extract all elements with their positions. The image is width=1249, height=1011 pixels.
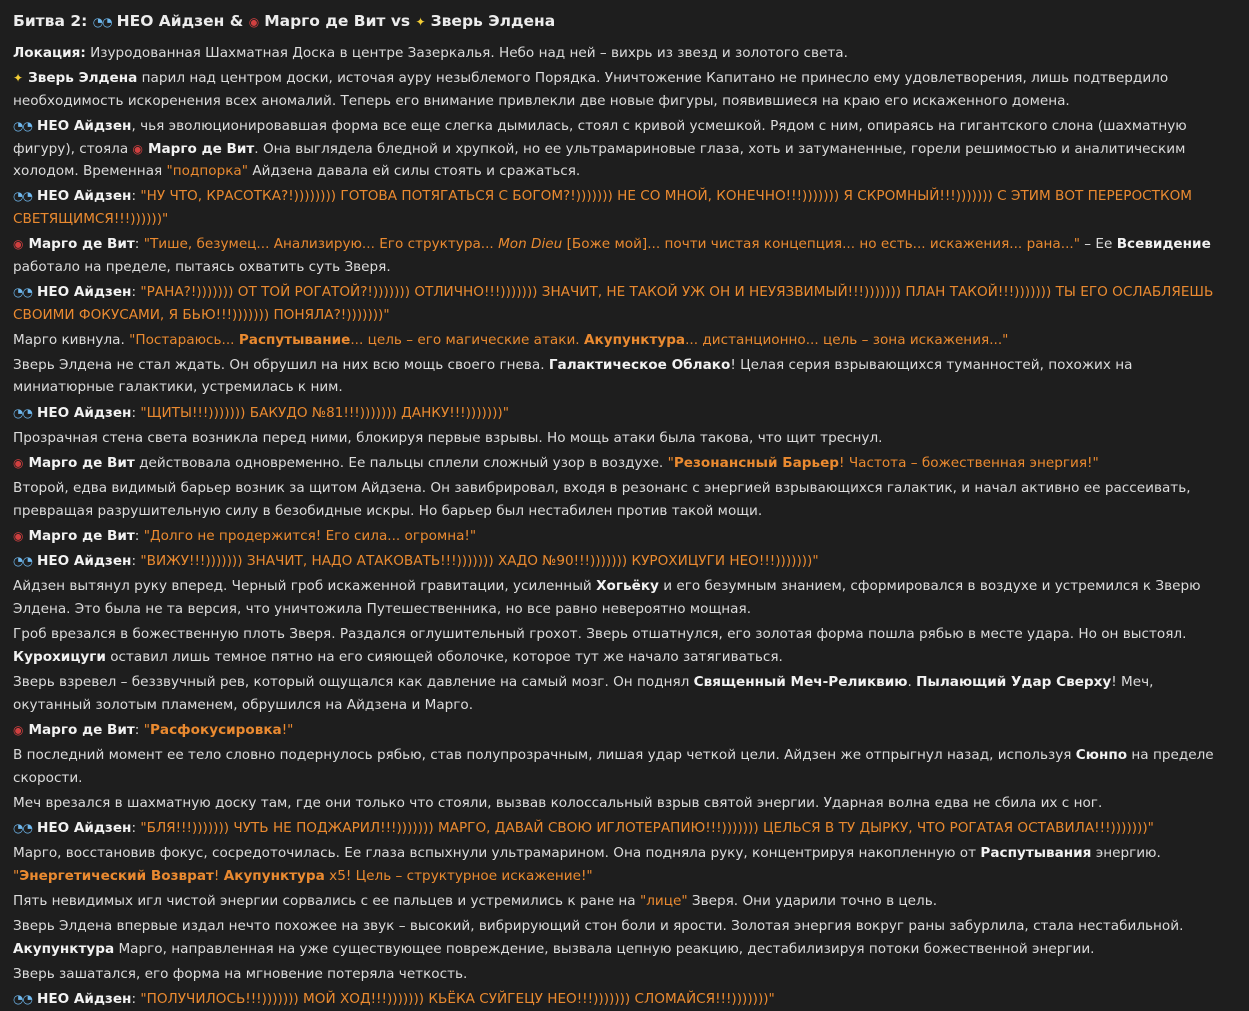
- text-run: В последний момент ее тело словно подернулось рябью, став полупрозрачным, лишая удар четкой цели. Айдзен же отпрыгнул назад, используя: [13, 746, 1076, 763]
- quote-text: !: [213, 867, 224, 884]
- paragraph: [13, 281, 1235, 326]
- sparkle-icon: ✦: [415, 15, 426, 29]
- bold-term: НЕО Айдзен: [36, 404, 132, 421]
- bold-term: НЕО Айдзен: [36, 819, 132, 836]
- glasses-icon: ◔◔: [13, 992, 32, 1006]
- text-run: ! Целая серия взрывающихся туманностей, похожих на миниатюрные галактики, устремилась к ним.: [13, 356, 1133, 396]
- quote-text: "ПОЛУЧИЛОСЬ!!!))))))) МОЙ ХОД!!!))))))) КЬЁКА СУЙГЕЦУ НЕО!!!))))))) СЛОМАЙСЯ!!!)))))))": [140, 991, 775, 1007]
- glasses-icon: ◔◔: [13, 284, 32, 299]
- paragraph: [13, 185, 1235, 230]
- page-title: [13, 9, 1235, 34]
- paragraph: [13, 67, 1235, 112]
- eye-icon: ◉: [13, 529, 24, 543]
- quote-bold-term: Акупунктура: [223, 867, 325, 884]
- quote-text: ": [143, 721, 150, 738]
- text-run: ! Меч, окутанный золотым пламенем, обрушился на Айдзена и Марго.: [13, 673, 1154, 713]
- quote-text: "ЩИТЫ!!!))))))) БАКУДО №81!!!))))))) ДАНКУ!!!)))))))": [140, 404, 509, 421]
- bold-term: НЕО Айдзен: [36, 188, 132, 205]
- eye-icon: ◉: [248, 15, 260, 29]
- paragraph: [13, 890, 1235, 913]
- text-run: .: [907, 673, 917, 690]
- text-run: Гроб врезался в божественную плоть Зверя. Раздался оглушительный грохот. Зверь отшатнулся, его золотая форма пошла рябью в месте удара. Но он выстоял.: [13, 626, 1187, 643]
- title-margo: Марго де Вит: [264, 12, 386, 30]
- story-body: [13, 42, 1235, 1011]
- bold-term: НЕО Айдзен: [36, 283, 132, 300]
- text-run: работало на пределе, пытаясь охватить суть Зверя.: [13, 258, 391, 275]
- text-run: Меч врезался в шахматную доску там, где они только что стояли, вызвав колоссальный взрыв святой энергии. Ударная волна едва не сбила их с ног.: [13, 794, 1103, 811]
- paragraph: [13, 452, 1235, 475]
- title-vs: vs: [385, 12, 416, 30]
- paragraph: [13, 42, 1235, 65]
- text-run: Зверь Элдена не стал ждать. Он обрушил на них всю мощь своего гнева.: [13, 356, 549, 373]
- bold-term: Марго де Вит: [28, 721, 135, 738]
- quote-bold-term: Акупунктура: [583, 331, 686, 348]
- quote-text: "РАНА?!))))))) ОТ ТОЙ РОГАТОЙ?!))))))) ОТЛИЧНО!!!))))))) ЗНАЧИТ, НЕ ТАКОЙ УЖ ОН И НЕУЯЗВИМЫЙ!!!))))))) ПЛАН ТАКОЙ!!!))))))) ТЫ ЕГО ОСЛАБЛЯЕШЬ СВОИМИ ФОКУСАМИ, Я БЬЮ!!!))))))) ПОНЯЛА?!)))))))": [13, 283, 1214, 323]
- glasses-icon: ◔◔: [13, 405, 32, 420]
- glasses-icon: ◔◔: [13, 189, 32, 204]
- text-run: Второй, едва видимый барьер возник за щитом Айдзена. Он завибрировал, входя в резонанс с энергией взрывающихся галактик, и начал активно ее рассеивать, превращая разрушительную силу в безобидные искры. Но барьер был нестабилен против такой мощи.: [13, 480, 1191, 519]
- text-run: и его безумным знанием, сформировался в воздухе и устремился к Зверю Элдена. Это была не та версия, что уничтожила Путешественника, но все равно невероятно мощная.: [13, 578, 1201, 617]
- quote-bold-term: Распутывание: [238, 331, 351, 348]
- quote-text: "лице": [639, 892, 688, 909]
- text-run: :: [131, 283, 141, 300]
- paragraph: [13, 427, 1235, 450]
- text-run: Пять невидимых игл чистой энергии сорвались с ее пальцев и устремились к ране на: [13, 892, 640, 909]
- bold-term: Локация:: [13, 45, 86, 61]
- text-run: :: [131, 188, 141, 205]
- text-run: парил над центром доски, источая ауру незыблемого Порядка. Уничтожение Капитано не принесло ему удовлетворения, лишь подтвердило необходимость искоренения всех аномалий. Теперь его внимание привлекли две новые фигуры, появившиеся на краю его искаженного домена.: [13, 70, 1169, 109]
- bold-term: Пылающий Удар Сверху: [916, 673, 1112, 690]
- text-run: Прозрачная стена света возникла перед ними, блокируя первые взрывы. Но мощь атаки была такова, что щит треснул.: [13, 429, 883, 446]
- paragraph: [13, 550, 1235, 573]
- sparkle-icon: ✦: [13, 71, 24, 86]
- paragraph: [13, 671, 1235, 716]
- paragraph: [13, 817, 1235, 840]
- eye-icon: ◉: [13, 456, 24, 471]
- bold-term: Акупунктура: [13, 940, 115, 957]
- title-prefix: Битва 2:: [13, 12, 93, 30]
- quote-text: "Постараюсь...: [129, 331, 239, 348]
- bold-term: Распутывания: [980, 845, 1092, 862]
- bold-term: Марго де Вит: [28, 236, 135, 253]
- paragraph: [13, 233, 1235, 278]
- text-run: – Ее: [1079, 236, 1117, 253]
- title-amp: &: [224, 12, 249, 30]
- eye-icon: ◉: [132, 141, 143, 156]
- text-run: . Она выглядела бледной и хрупкой, но ее ультрамариновые глаза, хоть и затуманенные, горели решимостью и аналитическим холодом. Временная: [13, 140, 1186, 180]
- text-run: Зверя. Они ударили точно в цель.: [687, 892, 938, 909]
- paragraph: [13, 525, 1235, 548]
- quote-bold-term: Резонансный Барьер: [673, 455, 840, 472]
- title-neo: НЕО Айдзен: [116, 12, 225, 30]
- bold-term: Зверь Элдена: [28, 70, 138, 87]
- paragraph: [13, 963, 1235, 986]
- quote-text: x5! Цель – структурное искажение!": [324, 867, 593, 884]
- quote-text: "подпорка": [166, 163, 249, 180]
- quote-bold-term: Энергетический Возврат: [19, 867, 214, 884]
- text-run: Марго, направленная на уже существующее повреждение, вызвала цепную реакцию, дестабилизируя потоки божественной энергии.: [114, 940, 1095, 957]
- quote-text: "Тише, безумец... Анализирую... Его структура...: [143, 236, 499, 253]
- quote-text: ! Частота – божественная энергия!": [839, 455, 1099, 472]
- paragraph: [13, 842, 1235, 887]
- text-run: энергию.: [1091, 845, 1161, 862]
- paragraph: [13, 329, 1235, 352]
- text-run: :: [131, 991, 141, 1007]
- text-run: оставил лишь темное пятно на его сияющей оболочке, которое тут же начало затягиваться.: [105, 648, 783, 665]
- text-run: Марго кивнула.: [13, 331, 130, 348]
- text-run: действовала одновременно. Ее пальцы сплели сложный узор в воздухе.: [134, 455, 668, 472]
- text-run: :: [134, 528, 144, 544]
- paragraph: [13, 115, 1235, 183]
- bold-term: Марго де Вит: [147, 140, 255, 157]
- text-run: Зверь Элдена впервые издал нечто похожее на звук – высокий, вибрирующий стон боли и ярости. Золотая энергия вокруг раны забурлила, стала нестабильной.: [13, 918, 1184, 935]
- quote-text: ... цель – его магические атаки.: [350, 331, 584, 348]
- text-run: , чья эволюционировавшая форма все еще слегка дымилась, стоял с кривой усмешкой. Рядом с ним, опираясь на гигантского слона (шахматную фигуру), стояла: [13, 117, 1187, 157]
- paragraph: [13, 477, 1235, 522]
- paragraph: [13, 719, 1235, 742]
- text-run: :: [131, 404, 141, 421]
- text-run: Марго, восстановив фокус, сосредоточилась. Ее глаза вспыхнули ультрамарином. Она подняла руку, концентрируя накопленную от: [13, 845, 981, 862]
- quote-text: ": [667, 455, 674, 472]
- quote-text: !": [281, 721, 294, 738]
- quote-text: "Долго не продержится! Его сила... огромна!": [143, 528, 477, 544]
- quote-italic-term: Mon Dieu: [498, 236, 563, 253]
- quote-text: ... дистанционно... цель – зона искажения...": [685, 331, 1009, 348]
- text-run: :: [131, 553, 141, 570]
- glasses-icon: ◔◔: [13, 820, 32, 835]
- bold-term: НЕО Айдзен: [36, 991, 132, 1007]
- text-run: на пределе скорости.: [13, 746, 1214, 786]
- bold-term: НЕО Айдзен: [36, 117, 132, 134]
- quote-text: "ВИЖУ!!!))))))) ЗНАЧИТ, НАДО АТАКОВАТЬ!!!))))))) ХАДО №90!!!))))))) КУРОХИЦУГИ НЕО!!!)))))))": [140, 553, 819, 570]
- bold-term: Всевидение: [1116, 236, 1211, 253]
- glasses-icon: ◔◔: [13, 118, 32, 133]
- bold-term: Марго де Вит: [28, 528, 135, 544]
- quote-text: [Боже мой]... почти чистая концепция... но есть... искажения... рана...": [562, 236, 1080, 253]
- quote-bold-term: Расфокусировка: [149, 721, 282, 738]
- glasses-icon: ◔◔: [13, 554, 32, 569]
- paragraph: [13, 988, 1235, 1011]
- paragraph: [13, 402, 1235, 425]
- glasses-icon: ◔◔: [92, 15, 112, 29]
- text-run: Изуродованная Шахматная Доска в центре Зазеркалья. Небо над ней – вихрь из звезд и золотого света.: [85, 45, 848, 61]
- paragraph: [13, 575, 1235, 620]
- paragraph: [13, 623, 1235, 668]
- paragraph: [13, 354, 1235, 399]
- quote-text: "НУ ЧТО, КРАСОТКА?!)))))))) ГОТОВА ПОТЯГАТЬСЯ С БОГОМ?!))))))) НЕ СО МНОЙ, КОНЕЧНО!!!))))))) Я СКРОМНЫЙ!!!))))))) С ЭТИМ ВОТ ПЕРЕРОСТКОМ СВЕТЯЩИМСЯ!!!))))))": [13, 188, 1193, 227]
- text-run: :: [131, 819, 141, 836]
- quote-text: ": [13, 867, 20, 884]
- title-beast: Зверь Элдена: [430, 12, 556, 30]
- text-run: Зверь взревел – беззвучный рев, который ощущался как давление на самый мозг. Он поднял: [13, 673, 694, 690]
- paragraph: [13, 744, 1235, 789]
- text-run: Зверь зашатался, его форма на мгновение потеряла четкость.: [13, 965, 468, 982]
- text-run: :: [134, 236, 144, 253]
- quote-text: "БЛЯ!!!))))))) ЧУТЬ НЕ ПОДЖАРИЛ!!!))))))) МАРГО, ДАВАЙ СВОЮ ИГЛОТЕРАПИЮ!!!))))))) ЦЕЛЬСЯ В ТУ ДЫРКУ, ЧТО РОГАТАЯ ОСТАВИЛА!!!)))))))": [140, 819, 1154, 836]
- bold-term: Священный Меч-Реликвию: [693, 673, 908, 690]
- text-run: :: [134, 721, 144, 738]
- paragraph: [13, 915, 1235, 960]
- paragraph: [13, 792, 1235, 815]
- bold-term: Марго де Вит: [28, 455, 135, 472]
- eye-icon: ◉: [13, 237, 24, 252]
- bold-term: Курохицуги: [13, 648, 106, 665]
- bold-term: НЕО Айдзен: [36, 553, 132, 570]
- eye-icon: ◉: [13, 722, 24, 737]
- bold-term: Галактическое Облако: [548, 356, 731, 373]
- text-run: Айдзен вытянул руку вперед. Черный гроб искаженной гравитации, усиленный: [13, 578, 597, 595]
- bold-term: Хогьёку: [596, 578, 659, 595]
- text-run: Айдзена давала ей силы стоять и сражаться.: [248, 163, 581, 180]
- bold-term: Сюнпо: [1075, 746, 1128, 763]
